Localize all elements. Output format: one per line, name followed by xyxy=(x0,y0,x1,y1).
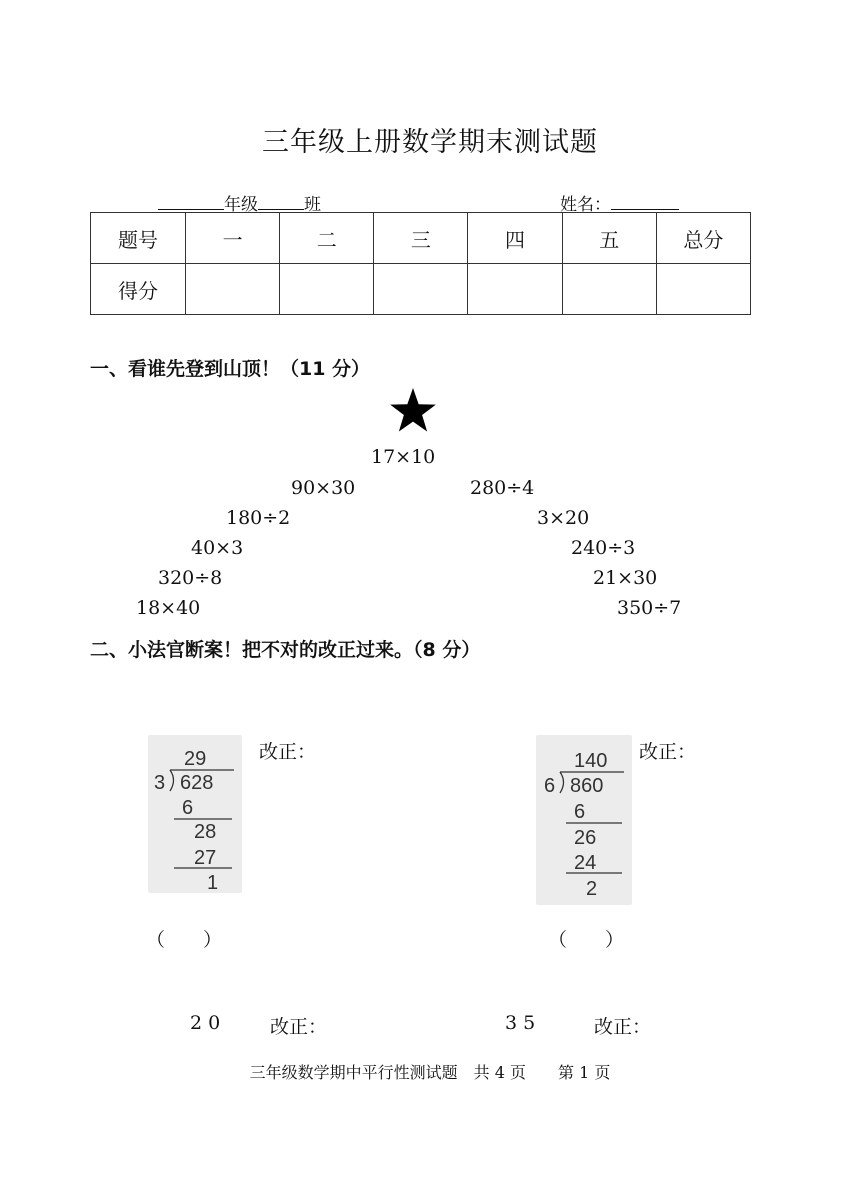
score-header: 得分 xyxy=(91,264,186,315)
mountain-left-expression: 180÷2 xyxy=(226,507,291,529)
correction-label-4: 改正： xyxy=(594,1016,652,1038)
correction-label-3: 改正： xyxy=(270,1016,328,1038)
divisor: 6 xyxy=(544,775,556,797)
step: 27 xyxy=(194,847,217,869)
dividend: 628 xyxy=(180,772,214,794)
problem3-number: 2 0 xyxy=(190,1012,221,1034)
quotient: 29 xyxy=(184,748,207,770)
section2-heading: 二、小法官断案！把不对的改正过来。（8 分） xyxy=(90,639,481,661)
judgement-paren-2[interactable]: （ ） xyxy=(548,929,625,951)
section1-heading: 一、看谁先登到山顶！（11 分） xyxy=(90,358,371,380)
correction-label-1: 改正： xyxy=(259,741,317,763)
score-cell[interactable] xyxy=(280,264,374,315)
mountain-left-expression: 90×30 xyxy=(291,477,356,499)
class-label: 班 xyxy=(304,195,321,215)
score-table-header-row xyxy=(91,213,751,264)
question-number-header: 题号 xyxy=(91,213,186,264)
score-cell[interactable] xyxy=(374,264,468,315)
class-blank[interactable] xyxy=(258,195,304,210)
mountain-right-expression: 280÷4 xyxy=(470,477,535,499)
mountain-right-expression: 21×30 xyxy=(593,567,658,589)
dividend: 860 xyxy=(570,775,604,797)
page-footer: 三年级数学期中平行性测试题 共 4 页 第 1 页 xyxy=(249,1063,611,1082)
judgement-paren-1[interactable]: （ ） xyxy=(146,929,223,951)
score-cell[interactable] xyxy=(468,264,562,315)
page-title: 三年级上册数学期末测试题 xyxy=(262,127,598,158)
step: 2 xyxy=(586,878,598,900)
grade-label: 年级 xyxy=(224,195,258,215)
quotient: 140 xyxy=(574,750,608,772)
long-division-image-1 xyxy=(148,735,242,893)
mountain-right-expression: 240÷3 xyxy=(571,537,636,559)
column-header: 四 xyxy=(468,213,562,264)
problem4-number: 3 5 xyxy=(505,1012,536,1034)
score-cell[interactable] xyxy=(186,264,280,315)
score-cell-total[interactable] xyxy=(656,264,750,315)
score-table-score-row xyxy=(91,264,751,315)
mountain-right-expression: 350÷7 xyxy=(617,597,682,619)
mountain-top-expression: 17×10 xyxy=(371,446,436,468)
step: 26 xyxy=(574,827,597,849)
mountain-left-expression: 320÷8 xyxy=(158,567,223,589)
column-header-total: 总分 xyxy=(656,213,750,264)
divisor: 3 xyxy=(154,772,166,794)
mountain-right-expression: 3×20 xyxy=(537,507,590,529)
column-header: 一 xyxy=(186,213,280,264)
column-header: 二 xyxy=(280,213,374,264)
mountain-left-expression: 40×3 xyxy=(191,537,244,559)
column-header: 五 xyxy=(562,213,656,264)
step: 6 xyxy=(574,801,586,823)
score-cell[interactable] xyxy=(562,264,656,315)
star-icon xyxy=(389,387,437,435)
correction-label-2: 改正： xyxy=(639,741,697,763)
name-label: 姓名： xyxy=(560,195,611,215)
column-header: 三 xyxy=(374,213,468,264)
score-table xyxy=(90,212,751,315)
name-blank[interactable] xyxy=(611,195,679,210)
long-division-image-2 xyxy=(536,735,632,905)
step: 24 xyxy=(574,852,597,874)
step: 6 xyxy=(182,797,194,819)
grade-blank[interactable] xyxy=(158,195,224,210)
mountain-left-expression: 18×40 xyxy=(136,597,201,619)
step: 28 xyxy=(194,821,217,843)
step: 1 xyxy=(207,872,219,893)
